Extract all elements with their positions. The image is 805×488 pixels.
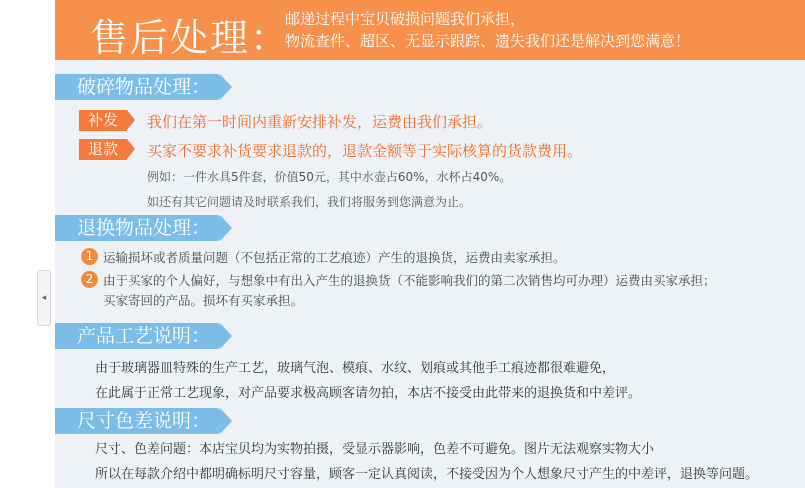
- craft-line-1: 由于玻璃器皿特殊的生产工艺，玻璃气泡、模痕、水纹、划痕或其他手工痕迹都很难避免，: [95, 361, 616, 376]
- after-sales-panel: [55, 0, 805, 488]
- number-badge-2: 2: [81, 271, 98, 288]
- header-title: 售后处理：: [90, 16, 291, 60]
- example-text: 例如：一件水具5件套，价值50元，其中水壶占60%，水杯占40%。: [147, 170, 512, 184]
- contact-text: 如还有其它问题请及时联系我们，我们将服务到您满意为止。: [147, 195, 472, 209]
- section-craft-title: 产品工艺说明：: [55, 323, 220, 349]
- header-subtitle-1: 邮递过程中宝贝破损问题我们承担，: [285, 10, 526, 28]
- section-returns-title: 退换物品处理：: [55, 215, 220, 241]
- return-item-1: 运输损坏或者质量问题（不包括正常的工艺痕迹）产生的退换货，运费由卖家承担。: [103, 250, 566, 265]
- header-subtitle-2: 物流查件、超区、无显示跟踪、遗失我们还是解决到您满意！: [285, 32, 691, 50]
- refund-text: 买家不要求补货要求退款的，退款金额等于实际核算的货款费用。: [147, 142, 583, 160]
- reissue-text: 我们在第一时间内重新安排补发，运费由我们承担。: [147, 113, 493, 131]
- size-line-1: 尺寸、色差问题：本店宝贝均为实物拍摄，受显示器影响，色差不可避免。图片无法观察实物大小: [95, 442, 655, 457]
- return-item-2: 由于买家的个人偏好，与想象中有出入产生的退换货（不能影响我们的第二次销售均可办理）运费由买家承担；: [103, 273, 716, 288]
- section-broken-title: 破碎物品处理：: [55, 74, 220, 100]
- section-size-title: 尺寸色差说明：: [55, 408, 220, 434]
- left-margin: [0, 0, 55, 488]
- tag-refund: 退款: [79, 139, 127, 160]
- return-item-2-cont: 买家寄回的产品。损坏有买家承担。: [103, 293, 304, 308]
- number-badge-1: 1: [81, 248, 98, 265]
- collapse-arrow-icon[interactable]: ◂: [37, 270, 51, 326]
- tag-reissue: 补发: [79, 110, 127, 131]
- header-banner: [55, 0, 805, 60]
- craft-line-2: 在此属于正常工艺现象，对产品要求极高顾客请勿拍，本店不接受由此带来的退换货和中差评。: [95, 386, 642, 401]
- size-line-2: 所以在每款介绍中都明确标明尺寸容量，顾客一定认真阅读，不接受因为个人想象尺寸产生的中差评，退换等问题。: [95, 467, 759, 482]
